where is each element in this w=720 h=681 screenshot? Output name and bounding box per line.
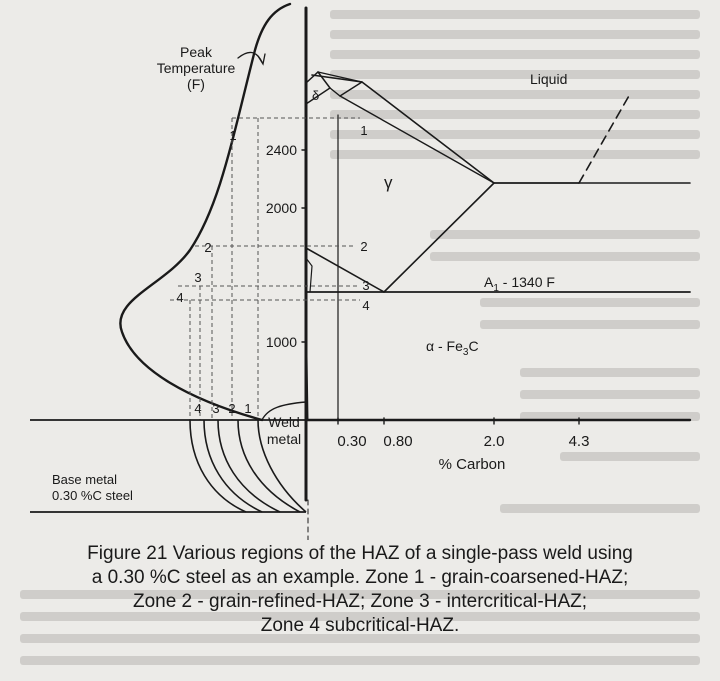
haz-boundary-4 <box>190 420 246 512</box>
base-metal-label-1: Base metal <box>52 472 118 487</box>
diagram-zone-4: 4 <box>362 298 370 313</box>
haz-zone-2: 2 <box>228 401 236 416</box>
base-metal-label-2: 0.30 %C steel <box>52 488 133 503</box>
carbon-tick-0-80: 0.80 <box>383 433 413 450</box>
curve-zone-4: 4 <box>176 290 184 305</box>
diagram-zone-2: 2 <box>360 239 368 254</box>
caption-line-4: Zone 4 subcritical-HAZ. <box>260 615 460 636</box>
weld-metal-label-2: metal <box>266 431 302 447</box>
peak-arrow-head <box>258 54 265 64</box>
delta-label: δ <box>312 88 320 103</box>
carbon-tick-0-30: 0.30 <box>337 433 367 450</box>
alpha-fe3c-label: α - $Fe_3C$ <box>426 338 479 358</box>
carbon-tick-2-0: 2.0 <box>483 433 505 450</box>
haz-zone-4: 4 <box>194 401 202 416</box>
caption-line-1: Figure 21 Various regions of the HAZ of a single-pass weld using <box>87 543 633 564</box>
gamma-label: γ <box>384 173 393 192</box>
peak-temp-label-1: Peak <box>180 44 212 60</box>
acm-line <box>384 183 494 292</box>
carbon-tick-4-3: 4.3 <box>568 433 590 450</box>
temp-2000: 2000 <box>265 200 297 216</box>
curve-zone-1: 1 <box>229 128 237 143</box>
weld-metal-label-1: Weld <box>268 414 300 430</box>
liquidus-extension <box>579 94 630 183</box>
diagram-zone-3: 3 <box>362 278 370 293</box>
caption-line-3: Zone 2 - grain-refined-HAZ; Zone 3 - intercritical-HAZ; <box>132 591 588 612</box>
caption-line-2: a 0.30 %C steel as an example. Zone 1 - grain-coarsened-HAZ; <box>91 567 629 588</box>
liquid-label: Liquid <box>530 71 568 87</box>
carbon-axis-label: % Carbon <box>438 456 506 473</box>
curve-zone-3: 3 <box>194 270 202 285</box>
figure-caption <box>22 542 698 638</box>
liquidus-line <box>312 75 579 183</box>
a3-line <box>306 248 384 292</box>
temp-2400: 2400 <box>265 142 297 158</box>
diagram-zone-1: 1 <box>360 123 368 138</box>
haz-zone-1: 1 <box>244 401 252 416</box>
haz-boundary-3 <box>204 420 262 512</box>
haz-zone-3: 3 <box>212 401 220 416</box>
peak-temp-label-2: Temperature <box>156 60 236 76</box>
a1-label: $A_1 - 1340$ F <box>484 274 555 294</box>
curve-zone-2: 2 <box>204 240 212 255</box>
temp-1000: 1000 <box>265 334 297 350</box>
peak-temp-label-3: (F) <box>187 76 205 92</box>
solidus-line <box>340 96 494 183</box>
